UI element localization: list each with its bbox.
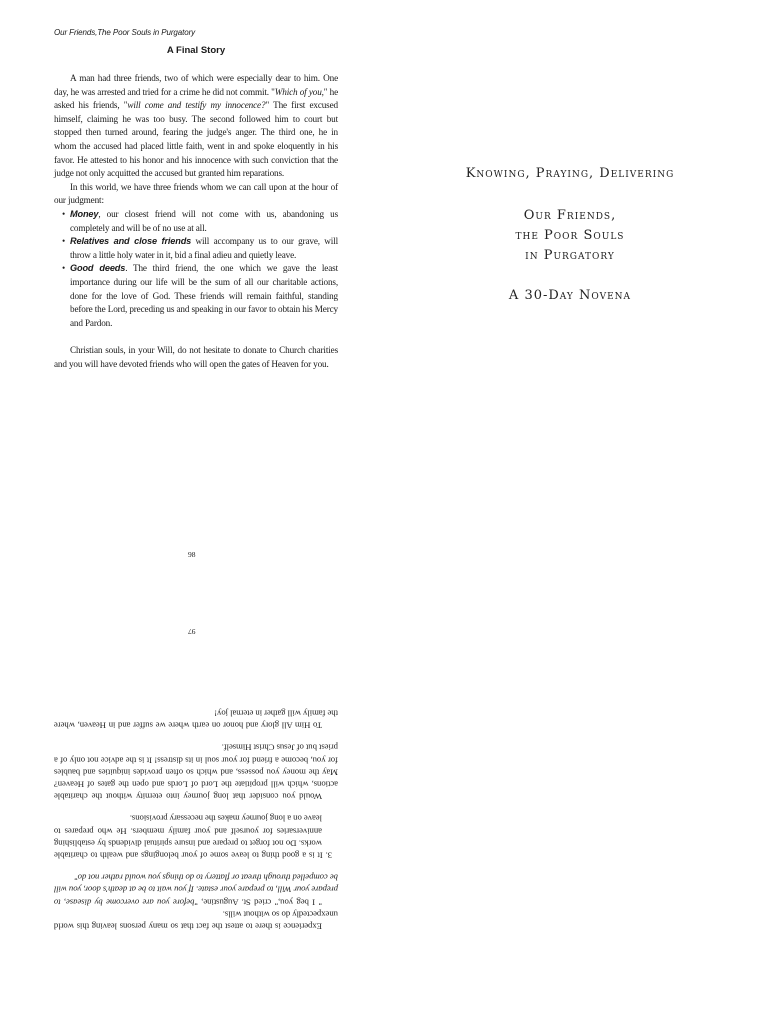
title-page — [420, 164, 720, 306]
book-title-line: Our Friends, — [523, 208, 617, 223]
bullet-icon: • — [62, 236, 66, 247]
paragraph-3: Christian souls, in your Will, do not hesitate to donate to Church charities and you will have devoted friends who will open the gates of Heaven for you. — [54, 345, 338, 369]
bullet-icon: • — [62, 208, 66, 219]
list-item: • Relatives and close friends will accompany us to our grave, will throw a little holy water in it, bid a final adieu and quietly leave. — [62, 236, 338, 260]
paragraph-experience: Experience is there to attest the fact that so many persons leaving this world unexpectedly do so without wills. — [54, 909, 338, 932]
page-number: 98 — [188, 550, 196, 559]
paragraph-2: In this world, we have three friends whom we can call upon at the hour of our judgment: — [54, 181, 338, 206]
story-body — [54, 72, 338, 371]
paragraph-heaven: To Him All glory and honor on earth where we suffer and in Heaven, where the family will gather in eternal joy! — [54, 708, 338, 731]
paragraph-would: Would you consider that long journey into eternity without the charitable actions, which will propitiate the Lord of Lords and open the gates of Heaven? May the money you possess, and which so often provides iniquities and baubles for you, become a friend for your soul in its distress! It is the advice not only of a priest but of Jesus Christ Himself. — [54, 742, 338, 802]
book-title-line: in Purgatory — [525, 248, 615, 263]
list-item-3: 3. It is a good thing to leave some of your belongings and wealth to charitable works. Do not forget to prepare and insure spiritual dividends by establishing anniversaries for yourself and your family members. He who prepares to leave on a long journey makes the necessary provisions. — [54, 813, 332, 861]
page-number-flipped: 97 — [188, 627, 196, 636]
book-subtitle: A 30-Day Novena — [508, 288, 632, 303]
quote-augustine: " I beg you," cried St. Augustine, "before you are overcome by disease, to prepare your Will, to prepare your estate. If you wait to be at death's door, you will be compelled through threat or flattery to do things you would rather not do" — [54, 872, 338, 907]
list-item: • Good deeds. The third friend, the one which we gave the least importance during our life will be the sum of all our charitable actions, done for the love of God. These friends will remain faithful, standing before the Lord, preceding us and speaking in our favor to obtain his Mercy and Pardon. — [62, 263, 338, 328]
book-title-line: the Poor Souls — [515, 228, 625, 243]
friends-list — [54, 208, 338, 330]
story-title: A Final Story — [166, 45, 226, 56]
bullet-icon: • — [62, 263, 66, 274]
left-page — [54, 28, 338, 371]
spacer — [420, 266, 720, 286]
paragraph-1: A man had three friends, two of which were especially dear to him. One day, he was arrested and tried for a crime he did not commit. "Which of you," he asked his friends, "will come and testify my innocence?" The first excused himself, claiming he was too busy. The second followed him to court but stopped then turned around, fearing the judge's anger. The third one, he in whom the accused had placed little faith, went in and spoke eloquently in his favor. He attested to his honor and his innocence with such conviction that the judge not only acquitted the accused but granted him reparations. — [54, 73, 339, 179]
running-head: Our Friends,The Poor Souls in Purgatory — [54, 28, 196, 37]
flipped-page — [54, 707, 338, 932]
list-item: • Money, our closest friend will not come with us, abandoning us completely and will be of no use at all. — [62, 208, 338, 233]
series-title: Knowing, Praying, Delivering — [465, 166, 675, 181]
